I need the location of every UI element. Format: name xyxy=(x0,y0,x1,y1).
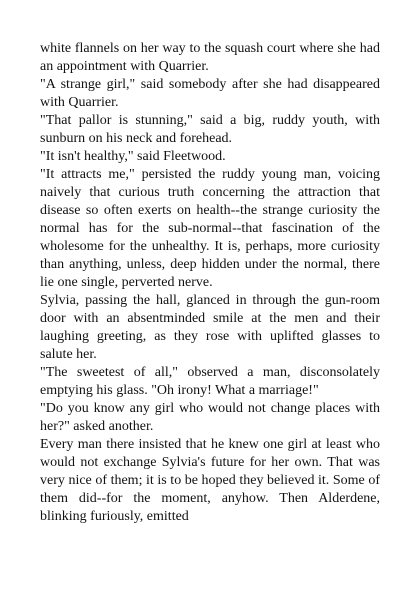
paragraph: Sylvia, passing the hall, glanced in through the gun-room door with an absentminded smile at the men and their laughing greeting, as they rose with uplifted glasses to salute her. xyxy=(40,293,380,362)
paragraph: "Do you know any girl who would not change places with her?" asked another. xyxy=(40,401,380,434)
paragraph: "That pallor is stunning," said a big, ruddy youth, with sunburn on his neck and forehead. xyxy=(40,113,380,146)
paragraph: "It isn't healthy," said Fleetwood. xyxy=(40,149,226,164)
paragraph: "It attracts me," persisted the ruddy young man, voicing naively that curious truth concerning the attraction that disease so often exerts on health--the strange curiosity the normal has for the sub-normal--that fascination of the wholesome for the unhealthy. It is, perhaps, more curiosity than anything, unless, deep hidden under the normal, there lie one single, perverted nerve. xyxy=(40,167,380,290)
paragraph: Every man there insisted that he knew one girl at least who would not exchange Sylvia's future for her own. That was very nice of them; it is to be hoped they believed it. Some of them did--for the moment, anyhow. Then Alderdene, blinking furiously, emitted xyxy=(40,437,380,524)
paragraph: white flannels on her way to the squash court where she had an appointment with Quarrier. xyxy=(40,41,380,74)
book-page-text xyxy=(40,40,380,526)
paragraph: "The sweetest of all," observed a man, disconsolately emptying his glass. "Oh irony! What a marriage!" xyxy=(40,365,380,398)
paragraph: "A strange girl," said somebody after she had disappeared with Quarrier. xyxy=(40,77,380,110)
